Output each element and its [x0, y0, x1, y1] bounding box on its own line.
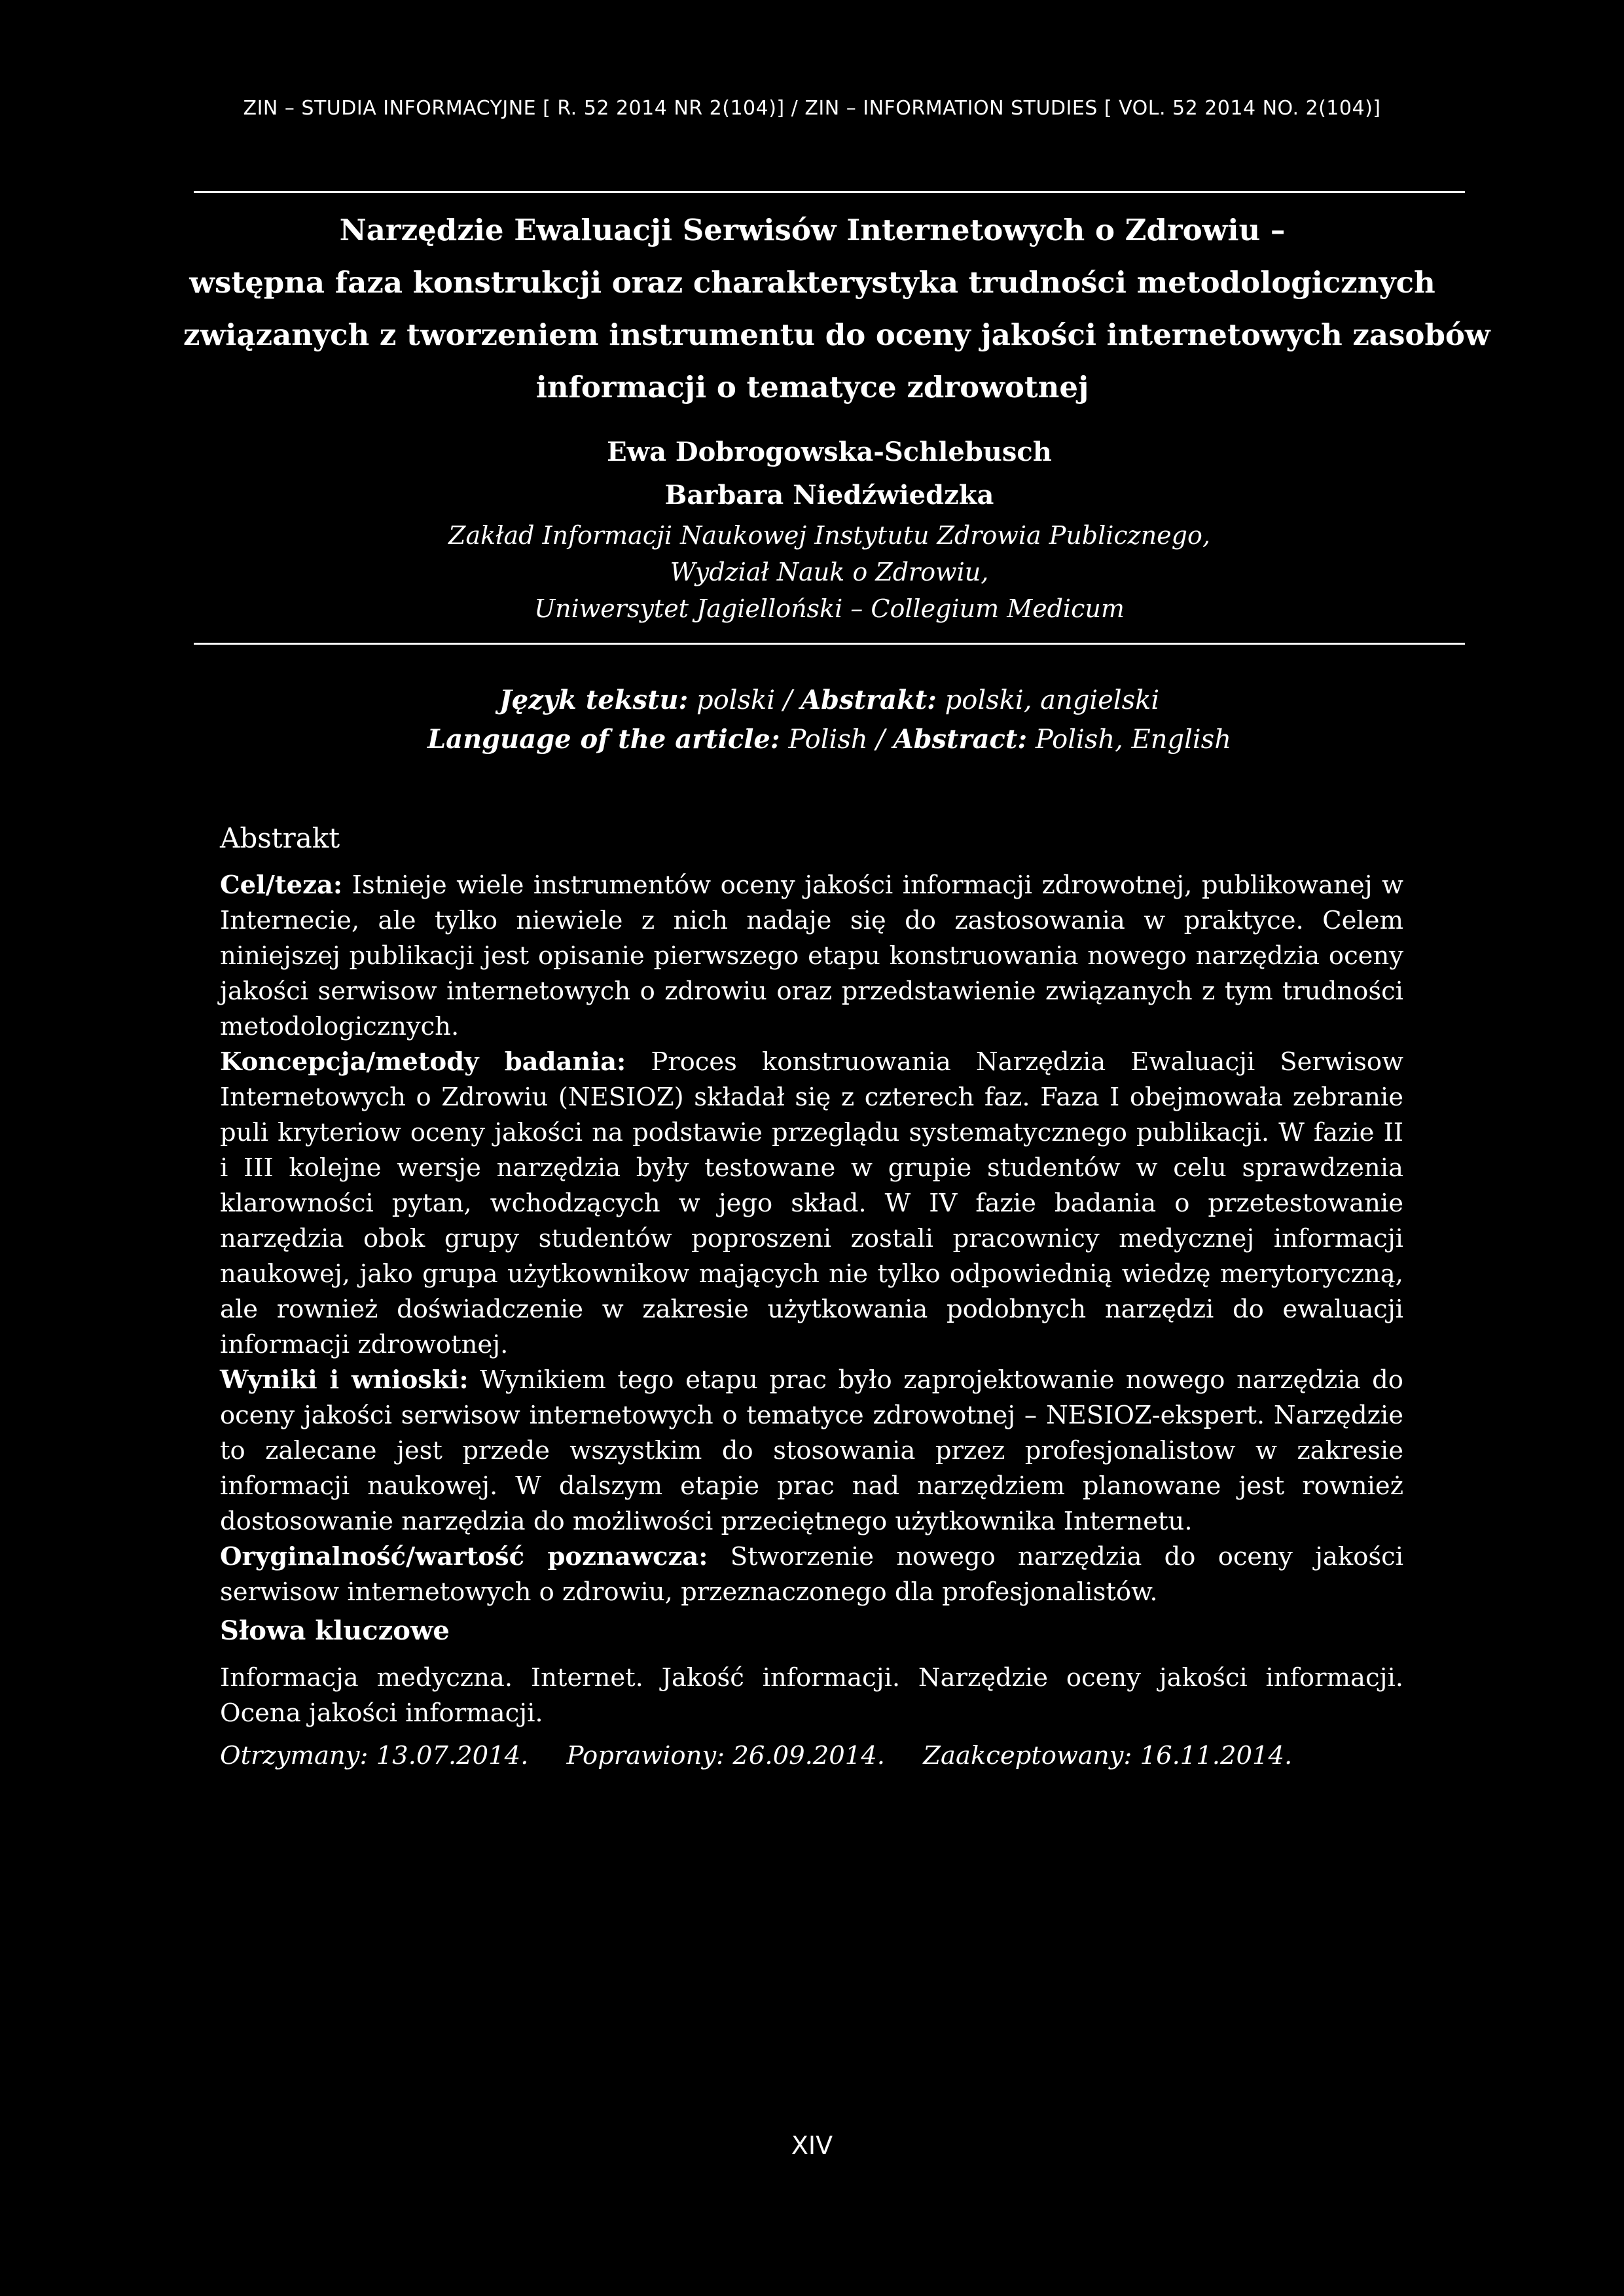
- language-line-pl: [194, 681, 1465, 720]
- language-value: polski /: [688, 685, 801, 715]
- title-line: informacji o tematyce zdrowotnej: [535, 370, 1089, 404]
- accepted-date: Zaakceptowany: 16.11.2014.: [923, 1741, 1293, 1770]
- affiliation: [194, 517, 1465, 627]
- language-value: Polish /: [780, 725, 893, 755]
- abstract-section-label: Oryginalność/wartość poznawcza:: [220, 1542, 708, 1571]
- abstract-section-label: Wyniki i wnioski:: [220, 1365, 469, 1395]
- abstract-section: [220, 1045, 1403, 1363]
- abstract-language-value: Polish, English: [1027, 725, 1231, 755]
- title-line: wstępna faza konstrukcji oraz charakterystyka trudności metodologicznych: [189, 265, 1435, 300]
- affiliation-line: Zakład Informacji Naukowej Instytutu Zdrowia Publicznego,: [448, 521, 1210, 550]
- abstract-section-label: Cel/teza:: [220, 870, 343, 900]
- affiliation-line: Uniwersytet Jagielloński – Collegium Medicum: [534, 594, 1125, 623]
- language-info: [194, 681, 1465, 759]
- top-divider: [194, 191, 1465, 193]
- page-number: XIV: [791, 2131, 833, 2160]
- abstract-language-label: Abstrakt:: [800, 685, 937, 715]
- abstract-body: [220, 868, 1403, 1610]
- title-line: Narzędzie Ewaluacji Serwisów Internetowych o Zdrowiu –: [339, 213, 1286, 247]
- abstract-section-text: Proces konstruowania Narzędzia Ewaluacji Serwisow Internetowych o Zdrowiu (NESIOZ) składał się z czterech faz. Faza I obejmowała zebranie puli kryteriow oceny jakości na podstawie przeglądu systematycznego publikacji. W fazie II i III kolejne wersje narzędzia były testowane w grupie studentów w celu sprawdzenia klarowności pytan, wchodzących w jego skład. W IV fazie badania o przetestowanie narzędzia obok grupy studentów poproszeni zostali pracownicy medycznej informacji naukowej, jako grupa użytkownikow mających nie tylko odpowiednią wiedzę merytoryczną, ale rownież doświadczenie w zakresie użytkowania podobnych narzędzi do ewaluacji informacji zdrowotnej.: [220, 1047, 1403, 1359]
- abstract-language-label: Abstract:: [893, 724, 1028, 755]
- abstract-section-text: Istnieje wiele instrumentów oceny jakości informacji zdrowotnej, publikowanej w Internecie, ale tylko niewiele z nich nadaje się do zastosowania w praktyce. Celem niniejszej publikacji jest opisanie pierwszego etapu konstruowania nowego narzędzia oceny jakości serwisow internetowych o zdrowiu oraz przedstawienie związanych z tym trudności metodologicznych.: [220, 870, 1403, 1041]
- authors: [194, 431, 1465, 517]
- article-title: [183, 204, 1490, 414]
- keywords-text: Informacja medyczna. Internet. Jakość informacji. Narzędzie oceny jakości informacji. Ocena jakości informacji.: [220, 1663, 1403, 1728]
- author-name: Ewa Dobrogowska-Schlebusch: [607, 437, 1052, 467]
- abstract-section-text: Wynikiem tego etapu prac było zaprojektowanie nowego narzędzia do oceny jakości serwisow internetowych o tematyce zdrowotnej – NESIOZ-ekspert. Narzędzie to zalecane jest przede wszystkim do stosowania przez profesjonalistow w zakresie informacji naukowej. W dalszym etapie prac nad narzędziem planowane jest rownież dostosowanie narzędzia do możliwości przeciętnego użytkownika Internetu.: [220, 1365, 1403, 1536]
- keywords-heading: Słowa kluczowe: [220, 1615, 450, 1646]
- title-line: związanych z tworzeniem instrumentu do oceny jakości internetowych zasobów: [183, 317, 1490, 352]
- abstract-section: [220, 1363, 1403, 1539]
- abstract-section: [220, 868, 1403, 1045]
- abstract-section-label: Koncepcja/metody badania:: [220, 1047, 626, 1077]
- section-divider: [194, 643, 1465, 645]
- language-line-en: [194, 720, 1465, 759]
- running-header: ZIN – STUDIA INFORMACYJNE [ R. 52 2014 NR 2(104)] / ZIN – INFORMATION STUDIES [ VOL. 52 2014 NO. 2(104)]: [243, 97, 1381, 120]
- author-name: Barbara Niedźwiedzka: [664, 480, 994, 511]
- abstract-section-text: Stworzenie nowego narzędzia do oceny jakości serwisow internetowych o zdrowiu, przeznaczonego dla profesjonalistów.: [220, 1542, 1404, 1607]
- abstract-heading: Abstrakt: [220, 822, 340, 854]
- affiliation-line: Wydział Nauk o Zdrowiu,: [670, 558, 989, 586]
- abstract-language-value: polski, angielski: [936, 685, 1160, 715]
- article-dates: [220, 1741, 1403, 1770]
- received-date: Otrzymany: 13.07.2014.: [220, 1741, 529, 1770]
- revised-date: Poprawiony: 26.09.2014.: [566, 1741, 886, 1770]
- language-label: Language of the article:: [427, 724, 780, 755]
- language-label: Język tekstu:: [499, 685, 689, 715]
- abstract-section: [220, 1539, 1403, 1610]
